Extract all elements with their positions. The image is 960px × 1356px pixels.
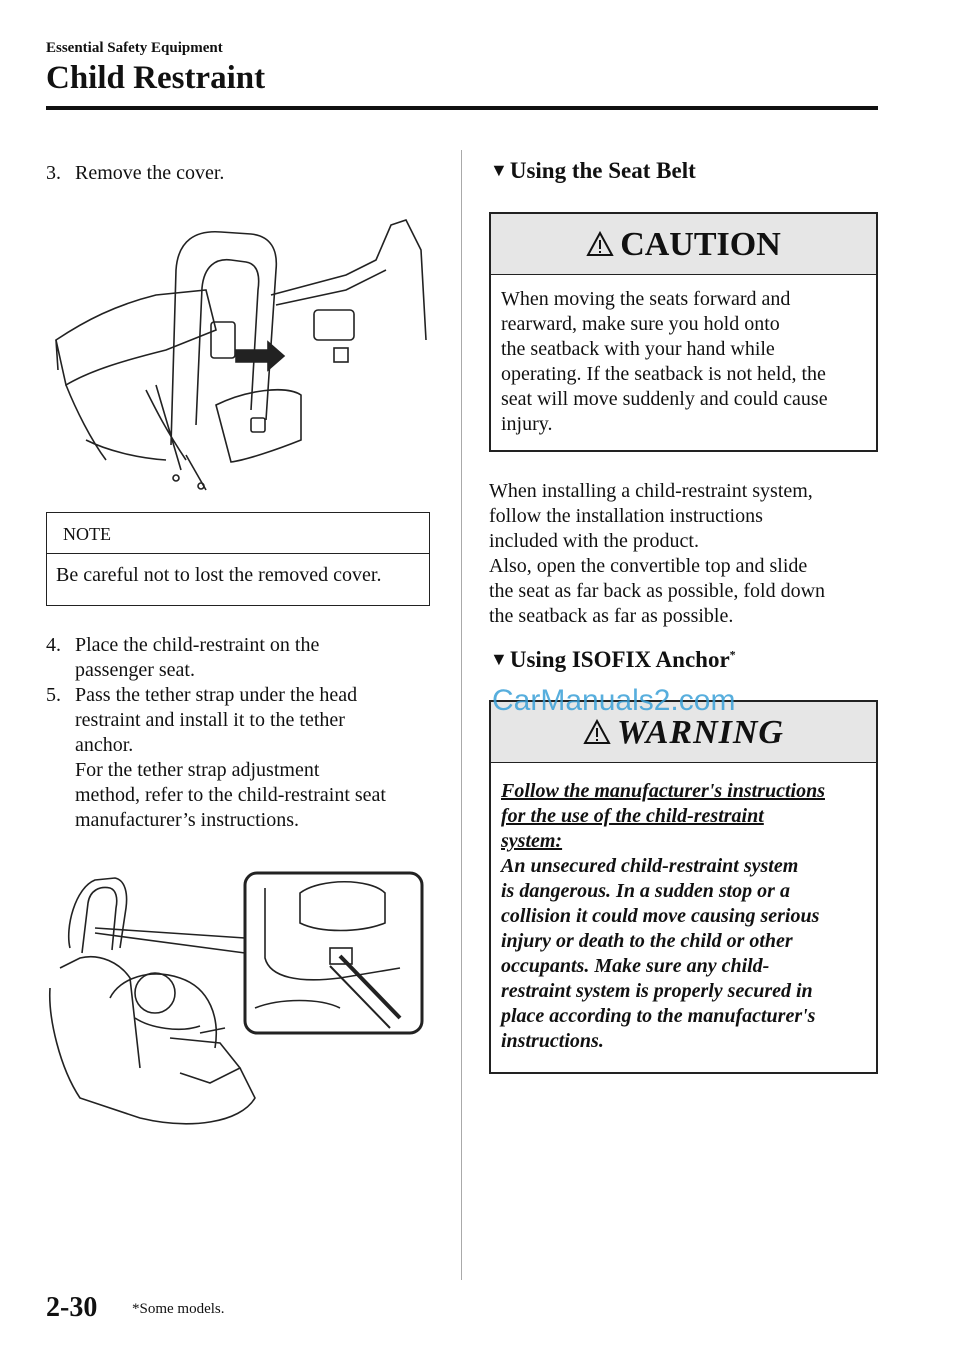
install-line: When installing a child-restraint system, — [489, 480, 813, 502]
caution-line: the seatback with your hand while — [501, 338, 775, 360]
section-label: Essential Safety Equipment — [46, 40, 223, 56]
column-divider — [461, 150, 462, 1280]
warning-heading: WARNING — [617, 714, 784, 751]
step-line: For the tether strap adjustment — [75, 759, 320, 781]
seat-belt-heading — [490, 158, 696, 184]
step-text — [75, 633, 455, 683]
seat-cover-illustration — [46, 210, 436, 500]
step-number: 5. — [46, 684, 61, 706]
caution-line: rearward, make sure you hold onto — [501, 313, 780, 335]
step-line: passenger seat. — [75, 659, 195, 681]
caution-line: operating. If the seatback is not held, the — [501, 363, 826, 385]
install-line: included with the product. — [489, 530, 699, 552]
caution-line: seat will move suddenly and could cause — [501, 388, 828, 410]
warning-line: An unsecured child-restraint system — [501, 855, 799, 877]
heading-text: Using the Seat Belt — [509, 158, 696, 183]
caution-body — [491, 275, 876, 437]
some-models-mark: * — [729, 647, 736, 662]
step-text: Remove the cover. — [75, 162, 225, 184]
heading-text: Using ISOFIX Anchor — [509, 647, 730, 672]
step-line: manufacturer’s instructions. — [75, 809, 300, 831]
note-box — [46, 512, 430, 606]
warning-line: occupants. Make sure any child- — [501, 955, 770, 977]
step-line: restraint and install it to the tether — [75, 709, 345, 731]
caution-heading: CAUTION — [620, 226, 781, 263]
caution-box — [489, 212, 878, 452]
watermark: CarManuals2.com — [492, 684, 736, 717]
child-seat-tether-illustration — [40, 868, 440, 1138]
triangle-bullet-icon: ▼ — [490, 160, 508, 180]
warning-line: is dangerous. In a sudden stop or a — [501, 880, 790, 902]
warning-line: injury or death to the child or other — [501, 930, 793, 952]
note-heading: NOTE — [47, 513, 429, 554]
warning-line: restraint system is properly secured in — [501, 980, 813, 1002]
page-number: 2-30 — [46, 1292, 98, 1323]
triangle-bullet-icon: ▼ — [490, 649, 508, 669]
isofix-heading — [490, 647, 736, 673]
warning-underlined-line: Follow the manufacturer's instructions — [501, 780, 825, 802]
install-instructions — [489, 479, 879, 629]
warning-line: collision it could move causing serious — [501, 905, 820, 927]
step-4 — [46, 633, 446, 683]
warning-box — [489, 700, 878, 1074]
step-text — [75, 683, 455, 833]
page-title: Child Restraint — [46, 60, 266, 96]
install-line: the seat as far back as possible, fold down — [489, 580, 826, 602]
step-number: 4. — [46, 634, 61, 656]
warning-body — [491, 763, 876, 1054]
caution-line: injury. — [501, 413, 553, 435]
step-5 — [46, 683, 446, 833]
warning-line: instructions. — [501, 1030, 604, 1052]
warning-line: place according to the manufacturer's — [501, 1005, 816, 1027]
step-line: method, refer to the child-restraint seat — [75, 784, 386, 806]
step-line: Place the child-restraint on the — [75, 634, 320, 656]
install-line: the seatback as far as possible. — [489, 605, 734, 627]
caution-line: When moving the seats forward and — [501, 288, 791, 310]
warning-underlined-line: system: — [501, 830, 563, 852]
step-3 — [46, 161, 446, 186]
caution-header — [491, 214, 876, 275]
warning-triangle-icon — [586, 216, 614, 278]
warning-underlined-line: for the use of the child-restraint — [501, 805, 764, 827]
install-line: follow the installation instructions — [489, 505, 763, 527]
step-line: Pass the tether strap under the head — [75, 684, 358, 706]
step-number: 3. — [46, 162, 61, 184]
footnote: *Some models. — [132, 1301, 225, 1317]
note-text: Be careful not to lost the removed cover. — [56, 564, 382, 586]
title-rule — [46, 106, 878, 110]
step-line: anchor. — [75, 734, 134, 756]
install-line: Also, open the convertible top and slide — [489, 555, 808, 577]
